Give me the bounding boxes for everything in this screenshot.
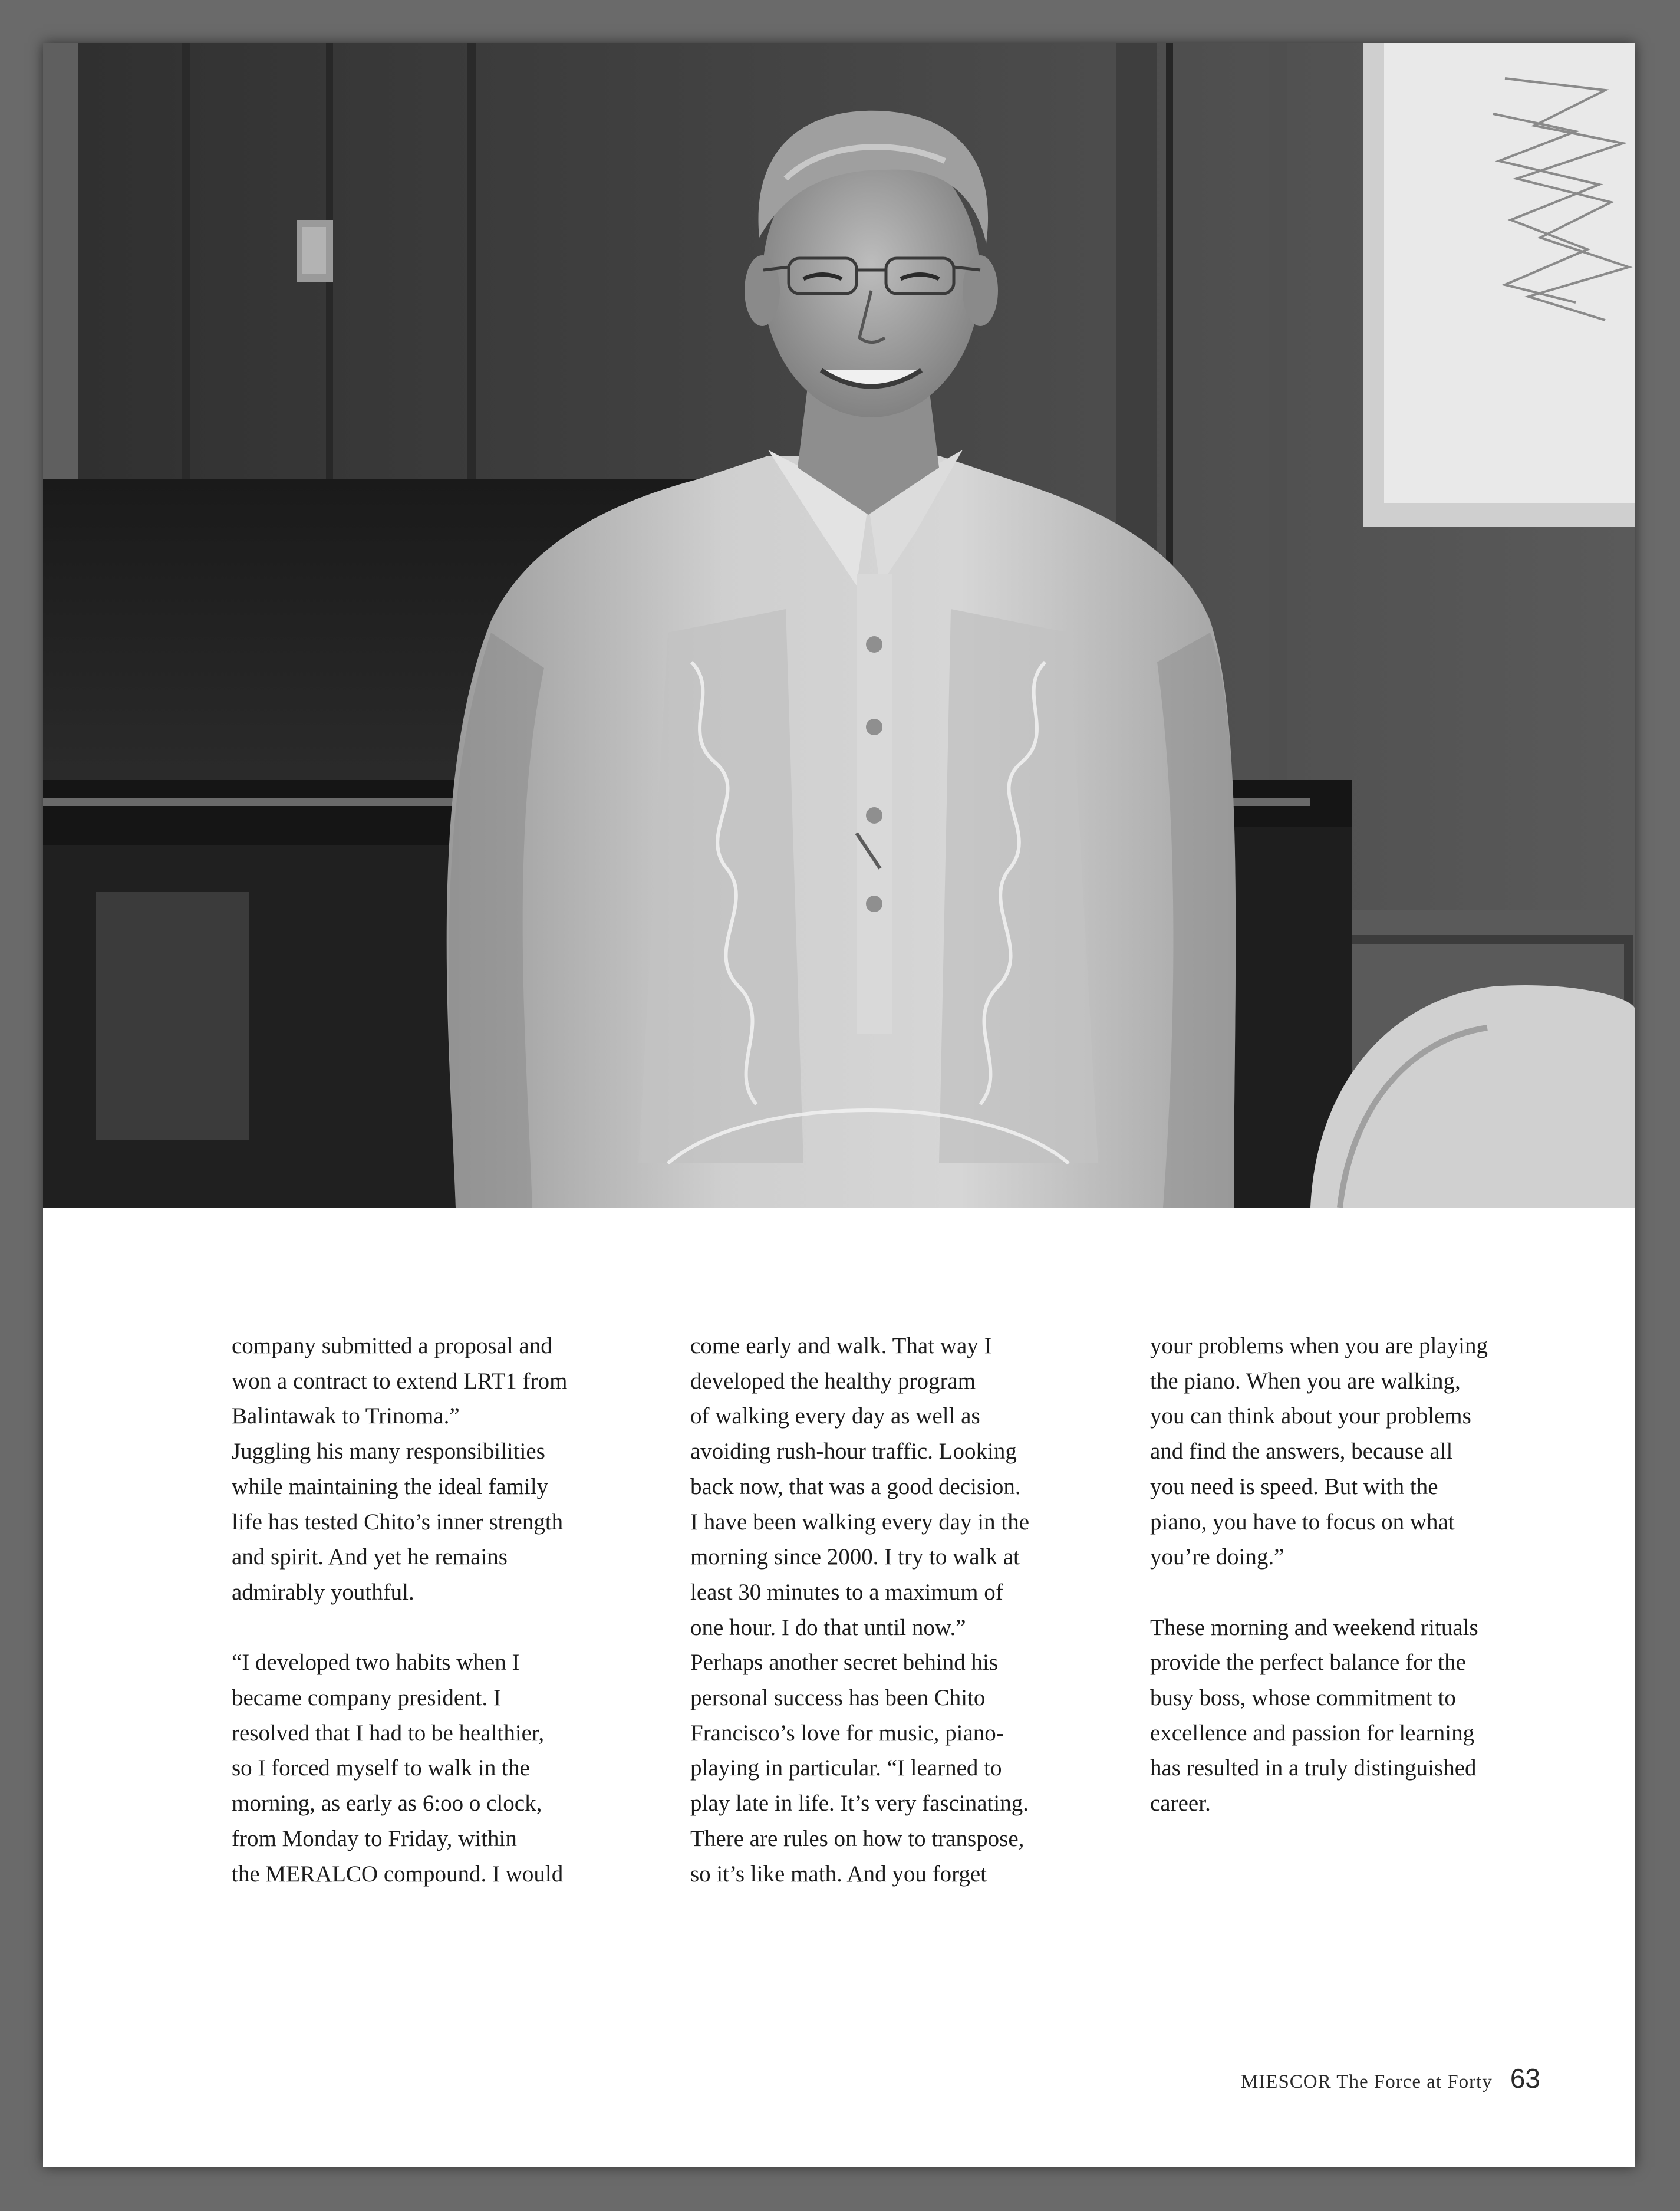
- article-column-3: your problems when you are playing the piano. When you are walking, you can think about your problems and find the answers, because all you need is speed. But with the piano, you have to focus on what you’re doing.” These morning and weekend rituals provide the perfect balance for the busy boss, whose commitment to excellence and passion for learning has resulted in a truly distinguished career.: [1150, 1333, 1488, 1817]
- article-column-2: come early and walk. That way I developed the healthy program of walking every day as well as avoiding rush-hour traffic. Looking back now, that was a good decision. I have been walking every day in the morning since 2000. I try to walk at least 30 minutes to a maximum of one hour. I do that until now.” Perhaps another secret behind his personal success has been Chito Francisco’s love for music, piano- playing in particular. “I learned to play late in life. It’s very fascinating. There are rules on how to transpose, so it’s like math. And you forget: [690, 1333, 1030, 1887]
- page-footer: [1241, 2062, 1540, 2094]
- publication-title: MIESCOR The Force at Forty: [1240, 2071, 1493, 2092]
- article-column-1: company submitted a proposal and won a contract to extend LRT1 from Balintawak to Trinoma.” Juggling his many responsibilities while maintaining the ideal family life has tested Chito’s inner strength and spirit. And yet he remains admirably youthful. “I developed two habits when I became company president. I resolved that I had to be healthier, so I forced myself to walk in the morning, as early as 6:oo o clock, from Monday to Friday, within the MERALCO compound. I would: [232, 1333, 568, 1887]
- portrait-photo: [43, 43, 1635, 1208]
- magazine-page: [43, 43, 1635, 2167]
- page-number: 63: [1510, 2063, 1540, 2094]
